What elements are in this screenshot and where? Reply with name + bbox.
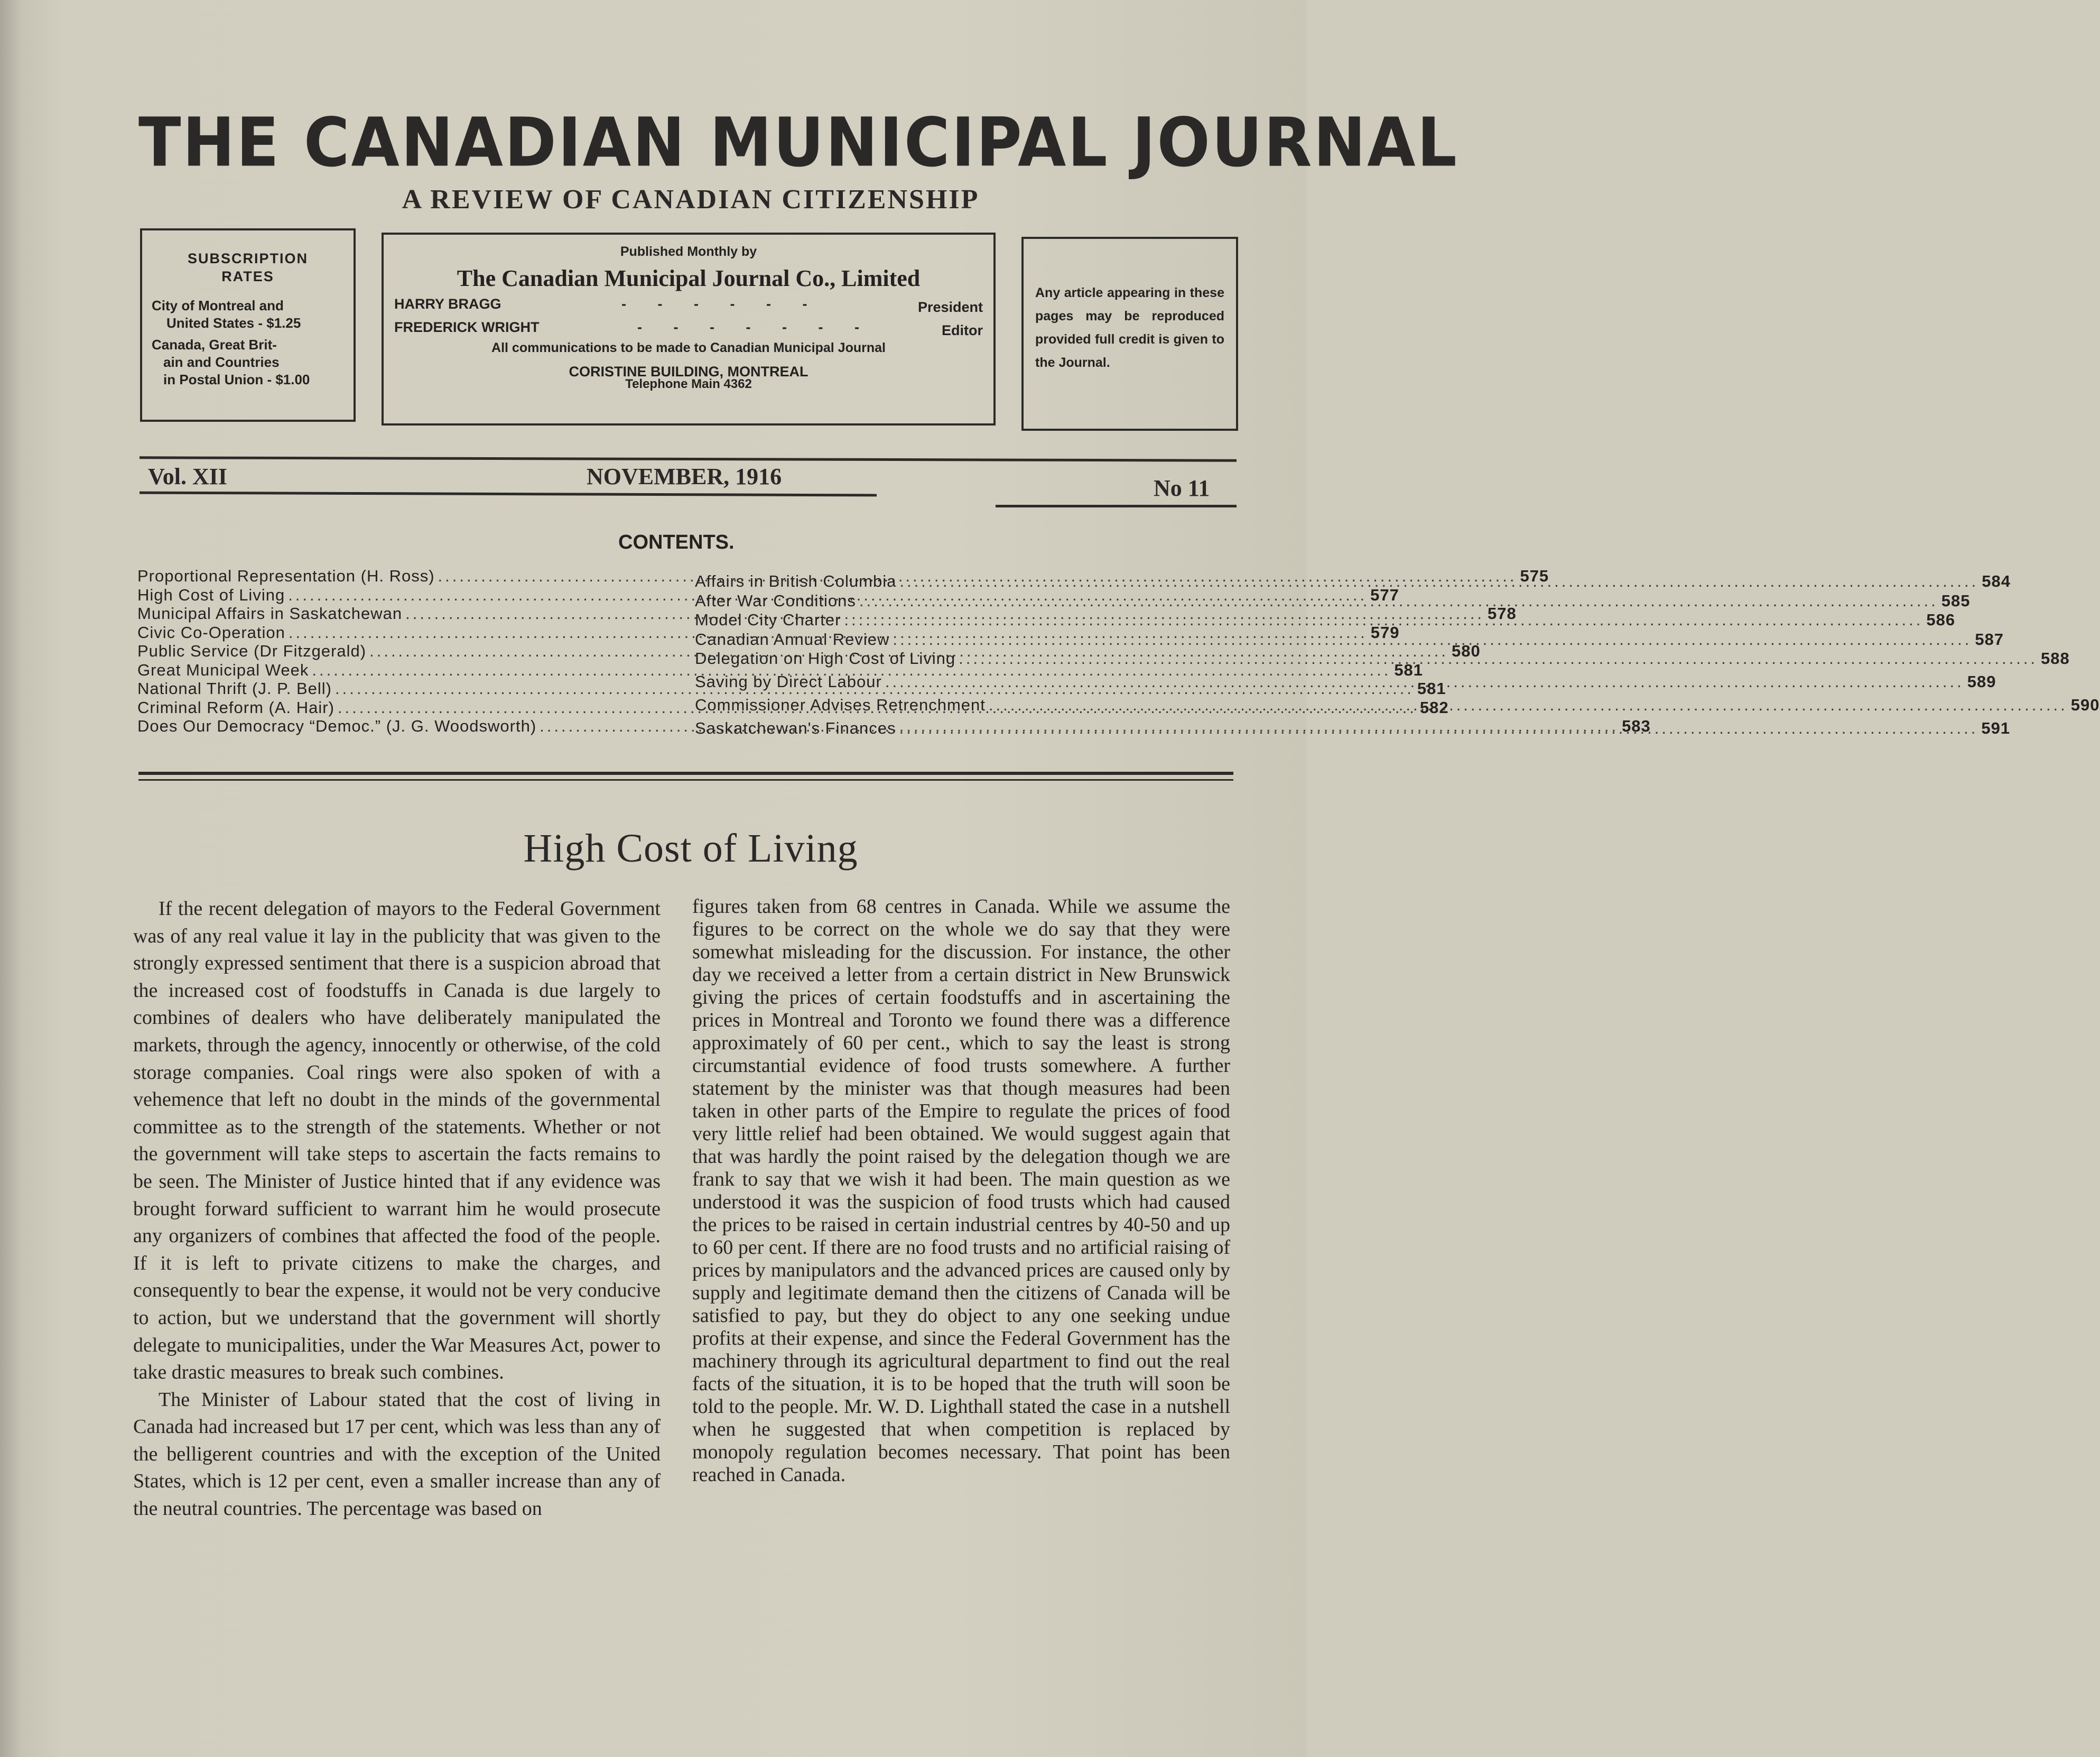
leader-dashes: - - - - - - -	[637, 319, 873, 335]
subscription-box	[140, 228, 356, 422]
publisher-telephone: Telephone Main 4362	[625, 377, 752, 391]
subscription-title: SUBSCRIPTION	[187, 251, 309, 266]
toc-title: Civic Co-Operation	[137, 623, 285, 642]
subscription-line: United States - $1.25	[166, 315, 301, 331]
toc-title: Model City Charter	[695, 611, 841, 629]
toc-leader	[893, 630, 1972, 649]
toc-page: 588	[2041, 649, 2070, 668]
contents-rule-thick	[138, 772, 1233, 775]
issue-volume: Vol. XII	[148, 464, 227, 489]
toc-leader	[899, 572, 1978, 591]
article-paragraph: figures taken from 68 centres in Canada. While we assume the figures to be correct on the whole we do say that they were somewhat misleading for the discussion. For instance, the other day we received a letter from a certain district in New Brunswick giving the prices of certain foodstuffs and in ascertaining the prices in Montreal and Toronto we found there was a difference approximately of 60 per cent., which to say the least is strong circumstantial evidence of food trusts somewhere. A further statement by the minister was that though measures had been taken in other parts of the Empire to regulate the prices of food very little relief had been obtained. We would suggest again that that was hardly the point raised by the delegation though we are frank to say that we wish it had been. The main question as we understood it was the suspicion of food trusts which had caused the prices to be raised in certain industrial centres by 40-50 and up to 60 per cent. If there are no food trusts and no artificial raising of prices by manipulators and the advanced prices are caused only by supply and legitimate demand then the citizens of Canada will be satisfied to pay, but they do object to any one seeking undue profits at their expense, and since the Federal Government has the machinery through its agricultural department to find out the real facts of the situation, it is to be hoped that the truth will soon be told to the people. Mr. W. D. Lighthall stated the case in a nutshell when he suggested that when competition is replaced by monopoly regulation becomes necessary. That point has been reached in Canada.	[692, 895, 1230, 1486]
toc-page: 581	[1394, 660, 1424, 679]
publisher-address: CORISTINE BUILDING, MONTREAL	[569, 364, 809, 380]
article-title: High Cost of Living	[523, 826, 858, 871]
toc-title: Public Service (Dr Fitzgerald)	[137, 642, 367, 660]
issue-rule-top	[140, 456, 1237, 461]
toc-page: 578	[1488, 604, 1517, 623]
subscription-line: City of Montreal and	[152, 298, 284, 313]
editor-name: FREDERICK WRIGHT	[394, 319, 540, 335]
publisher-box	[382, 233, 996, 426]
publisher-row-president	[394, 292, 983, 315]
toc-page: 587	[1975, 630, 2004, 649]
toc-entry[interactable]	[137, 660, 1424, 680]
leader-dashes: - - - - - -	[621, 296, 821, 312]
publisher-company: The Canadian Municipal Journal Co., Limited	[457, 265, 921, 291]
toc-page: 577	[1370, 585, 1399, 604]
issue-rule-bottom-right	[996, 505, 1237, 507]
toc-title: Delegation on High Cost of Living	[695, 649, 956, 668]
masthead-subtitle: A REVIEW OF CANADIAN CITIZENSHIP	[402, 184, 980, 215]
toc-page: 583	[1622, 717, 1651, 735]
toc-leader	[859, 591, 1938, 611]
toc-title: Saskatchewan's Finances	[695, 719, 896, 737]
issue-number: No 11	[1154, 475, 1210, 501]
toc-page: 582	[1419, 698, 1449, 717]
toc-page: 581	[1417, 679, 1446, 698]
president-role: President	[917, 299, 983, 315]
subscription-line: Canada, Great Brit-	[152, 337, 277, 353]
issue-date: NOVEMBER, 1916	[587, 464, 782, 489]
reproduction-notice: Any article appearing in these pages may be reproduced provided full credit is given to the Journal.	[1035, 285, 1224, 370]
toc-title: High Cost of Living	[137, 585, 285, 604]
toc-title: National Thrift (J. P. Bell)	[137, 679, 332, 698]
article-paragraph: The Minister of Labour stated that the cost of living in Canada had increased but 17 per cent, which was less than any of the belligerent countries and with the exception of the United States, which is 12 per cent, even a smaller increase than any of the neutral countries. The percentage was based on	[133, 1388, 661, 1520]
toc-title: Does Our Democracy “Democ.” (J. G. Woodsworth)	[137, 717, 537, 735]
article-left-column	[133, 895, 661, 1523]
toc-title: Proportional Representation (H. Ross)	[137, 567, 435, 585]
subscription-line: in Postal Union - $1.00	[163, 372, 310, 387]
article-right-column	[692, 895, 1230, 1486]
toc-leader	[844, 611, 1923, 630]
communications-note: All communications to be made to Canadian Municipal Journal	[491, 340, 886, 355]
published-by: Published Monthly by	[620, 244, 757, 259]
toc-leader	[959, 649, 2038, 668]
subscription-title-2: RATES	[221, 269, 274, 284]
masthead-title: THE CANADIAN MUNICIPAL JOURNAL	[138, 103, 1458, 182]
reproduction-box	[1021, 237, 1238, 431]
toc-page: 584	[1982, 572, 2011, 590]
toc-title: Great Municipal Week	[137, 660, 309, 679]
toc-page: 591	[1981, 719, 2011, 737]
toc-leader	[899, 719, 1978, 738]
toc-title: Municipal Affairs in Saskatchewan	[137, 604, 403, 623]
toc-title: Criminal Reform (A. Hair)	[137, 698, 334, 717]
toc-page: 586	[1926, 611, 1956, 629]
toc-page: 585	[1941, 591, 1971, 610]
president-name: HARRY BRAGG	[394, 296, 501, 312]
contents-rule-thin	[138, 779, 1233, 781]
toc-title: Saving by Direct Labour	[695, 672, 882, 691]
toc-page: 590	[2070, 696, 2100, 714]
toc-leader	[989, 696, 2068, 715]
subscription-line: ain and Countries	[163, 354, 280, 370]
toc-page: 580	[1452, 642, 1481, 660]
toc-title: After War Conditions	[695, 591, 856, 610]
contents-heading: CONTENTS.	[618, 531, 735, 553]
publisher-row-editor	[394, 315, 983, 338]
article-paragraph: If the recent delegation of mayors to the Federal Government was of any real value it lay in the publicity that was given to the strongly expressed sentiment that there is a suspicion abroad that the increased cost of foodstuffs in Canada is due largely to combines of dealers who have deliberately manipulated the markets, through the agency, innocently or otherwise, of the cold storage companies. Coal rings were also spoken of with a vehemence that left no doubt in the minds of the governmental committee as to the strength of the statements. Whether or not the government will take steps to ascertain the facts remains to be seen. The Minister of Justice hinted that if any evidence was brought forward sufficient to warrant him he would prosecute any organizers of combines that affected the food of the people. If it is left to private citizens to make the charges, and consequently to bear the expense, it would not be very conducive to action, but we understand that the government will shortly delegate to municipalities, under the War Measures Act, power to take drastic measures to break such combines.	[133, 898, 661, 1384]
toc-title: Canadian Annual Review	[695, 630, 890, 649]
toc-leader	[885, 672, 1964, 691]
issue-rule-bottom	[140, 492, 877, 497]
editor-role: Editor	[942, 322, 983, 338]
toc-title: Affairs in British Columbia	[695, 572, 897, 590]
toc-page: 589	[1967, 672, 1996, 691]
toc-page: 575	[1520, 567, 1549, 585]
toc-title: Commissioner Advises Retrenchment	[695, 696, 986, 714]
toc-page: 579	[1370, 623, 1400, 642]
